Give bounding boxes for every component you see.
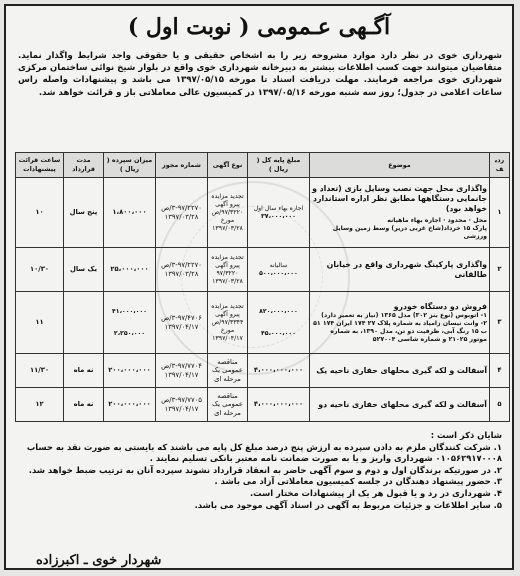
row-location: پارک ۱۵ خرداد(شاخ غربی دریر) وسط زمین وسایل ورزشی (332, 225, 487, 240)
row-subject (310, 292, 490, 354)
note-item: ۴. شهرداری در رد و یا قبول هر یک از پیشنهادات مختار است. (249, 487, 502, 498)
note-item: ۵. سایر اطلاعات و جزئیات مربوط به آگهی در اسناد آگهی موجود می باشد. (194, 499, 502, 510)
vehicle-item-2: ۲- وانت نیسان زامیاد به شماره پلاک ۲۷ ۱۷۴ ایران ۱۷۴ ۵۱ ب ۱۵ رنگ آبی، ظرفیت دو تن، مدل ۱۳۹۰، به شماره موتور ۲۱۰۲۵ و شماره شاسی ۵۲۷۰۰۴ (313, 319, 487, 343)
base-price-value: ۵۰۰،۰۰۰،۰۰۰ (259, 269, 298, 277)
ad-type-value: تجدید مزایده (211, 253, 244, 261)
row-location-header: محل · محدود · اجاره بهاء ماهیانه (387, 217, 487, 224)
row-deposit: ۲۰۰،۰۰۰،۰۰۰ (104, 354, 156, 388)
row-subject: آسفالت و لکه گیری محلهای حفاری ناحیه یک (310, 354, 490, 388)
row-permit: ۳-۹۷/۷۷۰۴/ص ۱۳۹۷/۰۴/۱۷ (156, 354, 208, 388)
row-deposit: ۲۵،۰۰۰،۰۰۰ (104, 248, 156, 292)
annual-rent-header: اجاره بهاء سال اول (253, 204, 304, 212)
row-number: ۴ (490, 354, 510, 388)
row-base-price: ۴،۰۰۰،۰۰۰،۰۰۰ (248, 388, 310, 422)
row-duration: یک سال (64, 248, 104, 292)
row-number: ۲ (490, 248, 510, 292)
row-permit: ۳-۹۷/۲۲۷۰/ص ۱۳۹۷/۰۳/۲۸ (156, 248, 208, 292)
row-duration: نه ماه (64, 388, 104, 422)
header-ad-type: نوع آگهی (208, 153, 248, 178)
header-deposit: میزان سپرده ( ریال ) (104, 153, 156, 178)
ad-type-value: تجدید مزایده (211, 302, 244, 310)
area-header: محدود (447, 217, 467, 224)
header-duration: مدت قرارداد (64, 153, 104, 178)
tender-table (15, 152, 510, 422)
advertisement-frame (4, 4, 514, 570)
table-row (16, 292, 510, 354)
header-permit: شماره مجوز (156, 153, 208, 178)
notes-section (18, 430, 502, 511)
row-base-price: ۴،۰۰۰،۰۰۰،۰۰۰ (248, 354, 310, 388)
deposit-value-1: ۴۱،۰۰۰،۰۰۰ (112, 307, 147, 315)
page-title: آگـهی عـمومی ( نوبت اول ) (127, 14, 391, 40)
header-row-no: ردیف (490, 153, 510, 178)
row-ad-type: مناقصه عمومی یک مرحله ای (208, 354, 248, 388)
previous-ad-ref: پیرو آگهی ۹۷/۳۳۴۴/ص مورخ ۱۳۹۷/۰۴/۱۷ (211, 310, 244, 342)
vehicle-item-1: ۱- اتوبوس (نوع بنز ۳۰۲) مدل ۱۳۶۵ (نیاز به تعمیر دارد) (321, 311, 487, 319)
row-deposit (104, 292, 156, 354)
row-subject: واگذاری پارکینگ شهرداری واقع در خیابان طالقانی (310, 248, 490, 292)
note-item: ۲. در صورتیکه برندگان اول و دوم و سوم آگهی حاضر به انعقاد قرارداد نشوند سپرده آنان به ترتیب ضبط خواهد شد. (28, 464, 502, 475)
row-number: ۱ (490, 178, 510, 248)
row-subject-text: فروش دو دستگاه خودرو (393, 301, 487, 311)
row-ad-type (208, 248, 248, 292)
row-duration: پنج سال (64, 178, 104, 248)
table-row (16, 354, 510, 388)
row-base-price (248, 292, 310, 354)
mayor-signature: شهردار خوی ـ اکبرزاده (36, 553, 162, 568)
table-row (16, 178, 510, 248)
row-time: ۱۰ (16, 178, 64, 248)
row-duration (64, 292, 104, 354)
ad-type-value: تجدید مزایده (211, 192, 244, 200)
row-ad-type (208, 292, 248, 354)
table-row (16, 388, 510, 422)
previous-ad-ref: پیرو آگهی ۹۷/۳۲۲۰ ۱۳۹۷/۰۳/۲۸ (212, 261, 243, 285)
header-subject: موضوع (310, 153, 490, 178)
header-time: ساعت قرائت پیشنهادات (16, 153, 64, 178)
row-permit: ۳-۹۷/۷۷۰۵/ص ۱۳۹۷/۰۴/۱۷ (156, 388, 208, 422)
row-ad-type (208, 178, 248, 248)
row-subject (310, 178, 490, 248)
row-time: ۱۱ (16, 292, 64, 354)
note-item: ۳. حضور پیشنهاد دهندگان در جلسه کمیسیون معاملاتی آزاد می باشد . (214, 476, 502, 487)
monthly-rent-header: اجاره بهاء ماهیانه (387, 217, 441, 224)
note-item: ۱. شرکت کنندگان ملزم به دادن سپرده به ارزش پنج درصد مبلغ کل پایه می باشند که بایستی به صورت نقد به حساب ۰۱۰۵۶۲۹۱۷۰۰۰۸ شهرداری واریز و یا به صورت ضمانت نامه معتبر بانکی تسلیم نمایند . (26, 441, 502, 464)
row-number: ۳ (490, 292, 510, 354)
header-base-price: مبلغ پایه کل ( ریال ) (248, 153, 310, 178)
row-deposit: ۱،۸۰۰،۰۰۰ (104, 178, 156, 248)
row-permit: ۳-۹۷/۴۷۰۶/ص ۱۳۹۷/۰۴/۱۷ (156, 292, 208, 354)
base-price-value-1: ۸۲۰،۰۰۰،۰۰۰ (259, 307, 298, 315)
row-subject: آسفالت و لکه گیری محلهای حفاری ناحیه دو (310, 388, 490, 422)
row-number: ۵ (490, 388, 510, 422)
annual-label: سالیانه (269, 261, 288, 269)
notes-heading: شایان ذکر است : (430, 430, 502, 440)
base-price-value: ۳۷،۰۰۰،۰۰۰ (261, 212, 296, 220)
row-ad-type: مناقصه عمومی یک مرحله ای (208, 388, 248, 422)
row-time: ۱۰/۳۰ (16, 248, 64, 292)
row-permit: ۳-۹۷/۲۲۷۰/ص ۱۳۹۷/۰۳/۲۸ (156, 178, 208, 248)
table-row (16, 248, 510, 292)
row-base-price (248, 248, 310, 292)
row-duration: نه ماه (64, 354, 104, 388)
table-header-row (16, 153, 510, 178)
row-deposit: ۲۰۰،۰۰۰،۰۰۰ (104, 388, 156, 422)
row-subject-text: واگذاری محل جهت نصب وسایل بازی (تعداد و جانمایی دستگاهها مطابق نظر اداره استاندارد خواهد بود) (312, 184, 487, 213)
previous-ad-ref: پیرو آگهی ۹۷/۳۲۲۰/ص مورخ ۱۳۹۷/۰۳/۲۸ (211, 200, 244, 232)
deposit-value-2: ۲،۲۵۰،۰۰۰ (113, 329, 146, 337)
base-price-value-2: ۴۵،۰۰۰،۰۰۰ (261, 329, 296, 337)
row-time: ۱۲ (16, 388, 64, 422)
row-time: ۱۱/۳۰ (16, 354, 64, 388)
intro-paragraph: شهرداری خوی در نظر دارد موارد مشروحه زیر را به اشخاص حقیقی و یا حقوقی واجد شرایط واگذار نماید. متقاضیان میتوانند جهت کسب اطلاعات بیشتر به دبیرخانه شهرداری خوی واقع در بلوار شیخ نوائی ساختمان مرکزی شهرداری خوی مراجعه فرمایند. مهلت دریافت اسناد تا مورخه ۱۳۹۷/۰۵/۱۵ می باشد و پیشنهادات واصله راس ساعات اعلامی در جدول؛ روز سه شنبه مورخه ۱۳۹۷/۰۵/۱۶ در کمیسیون عالی معاملاتی باز و قرائت خواهد شد. (18, 51, 503, 98)
row-base-price (248, 178, 310, 248)
location-header: محل (473, 217, 487, 224)
